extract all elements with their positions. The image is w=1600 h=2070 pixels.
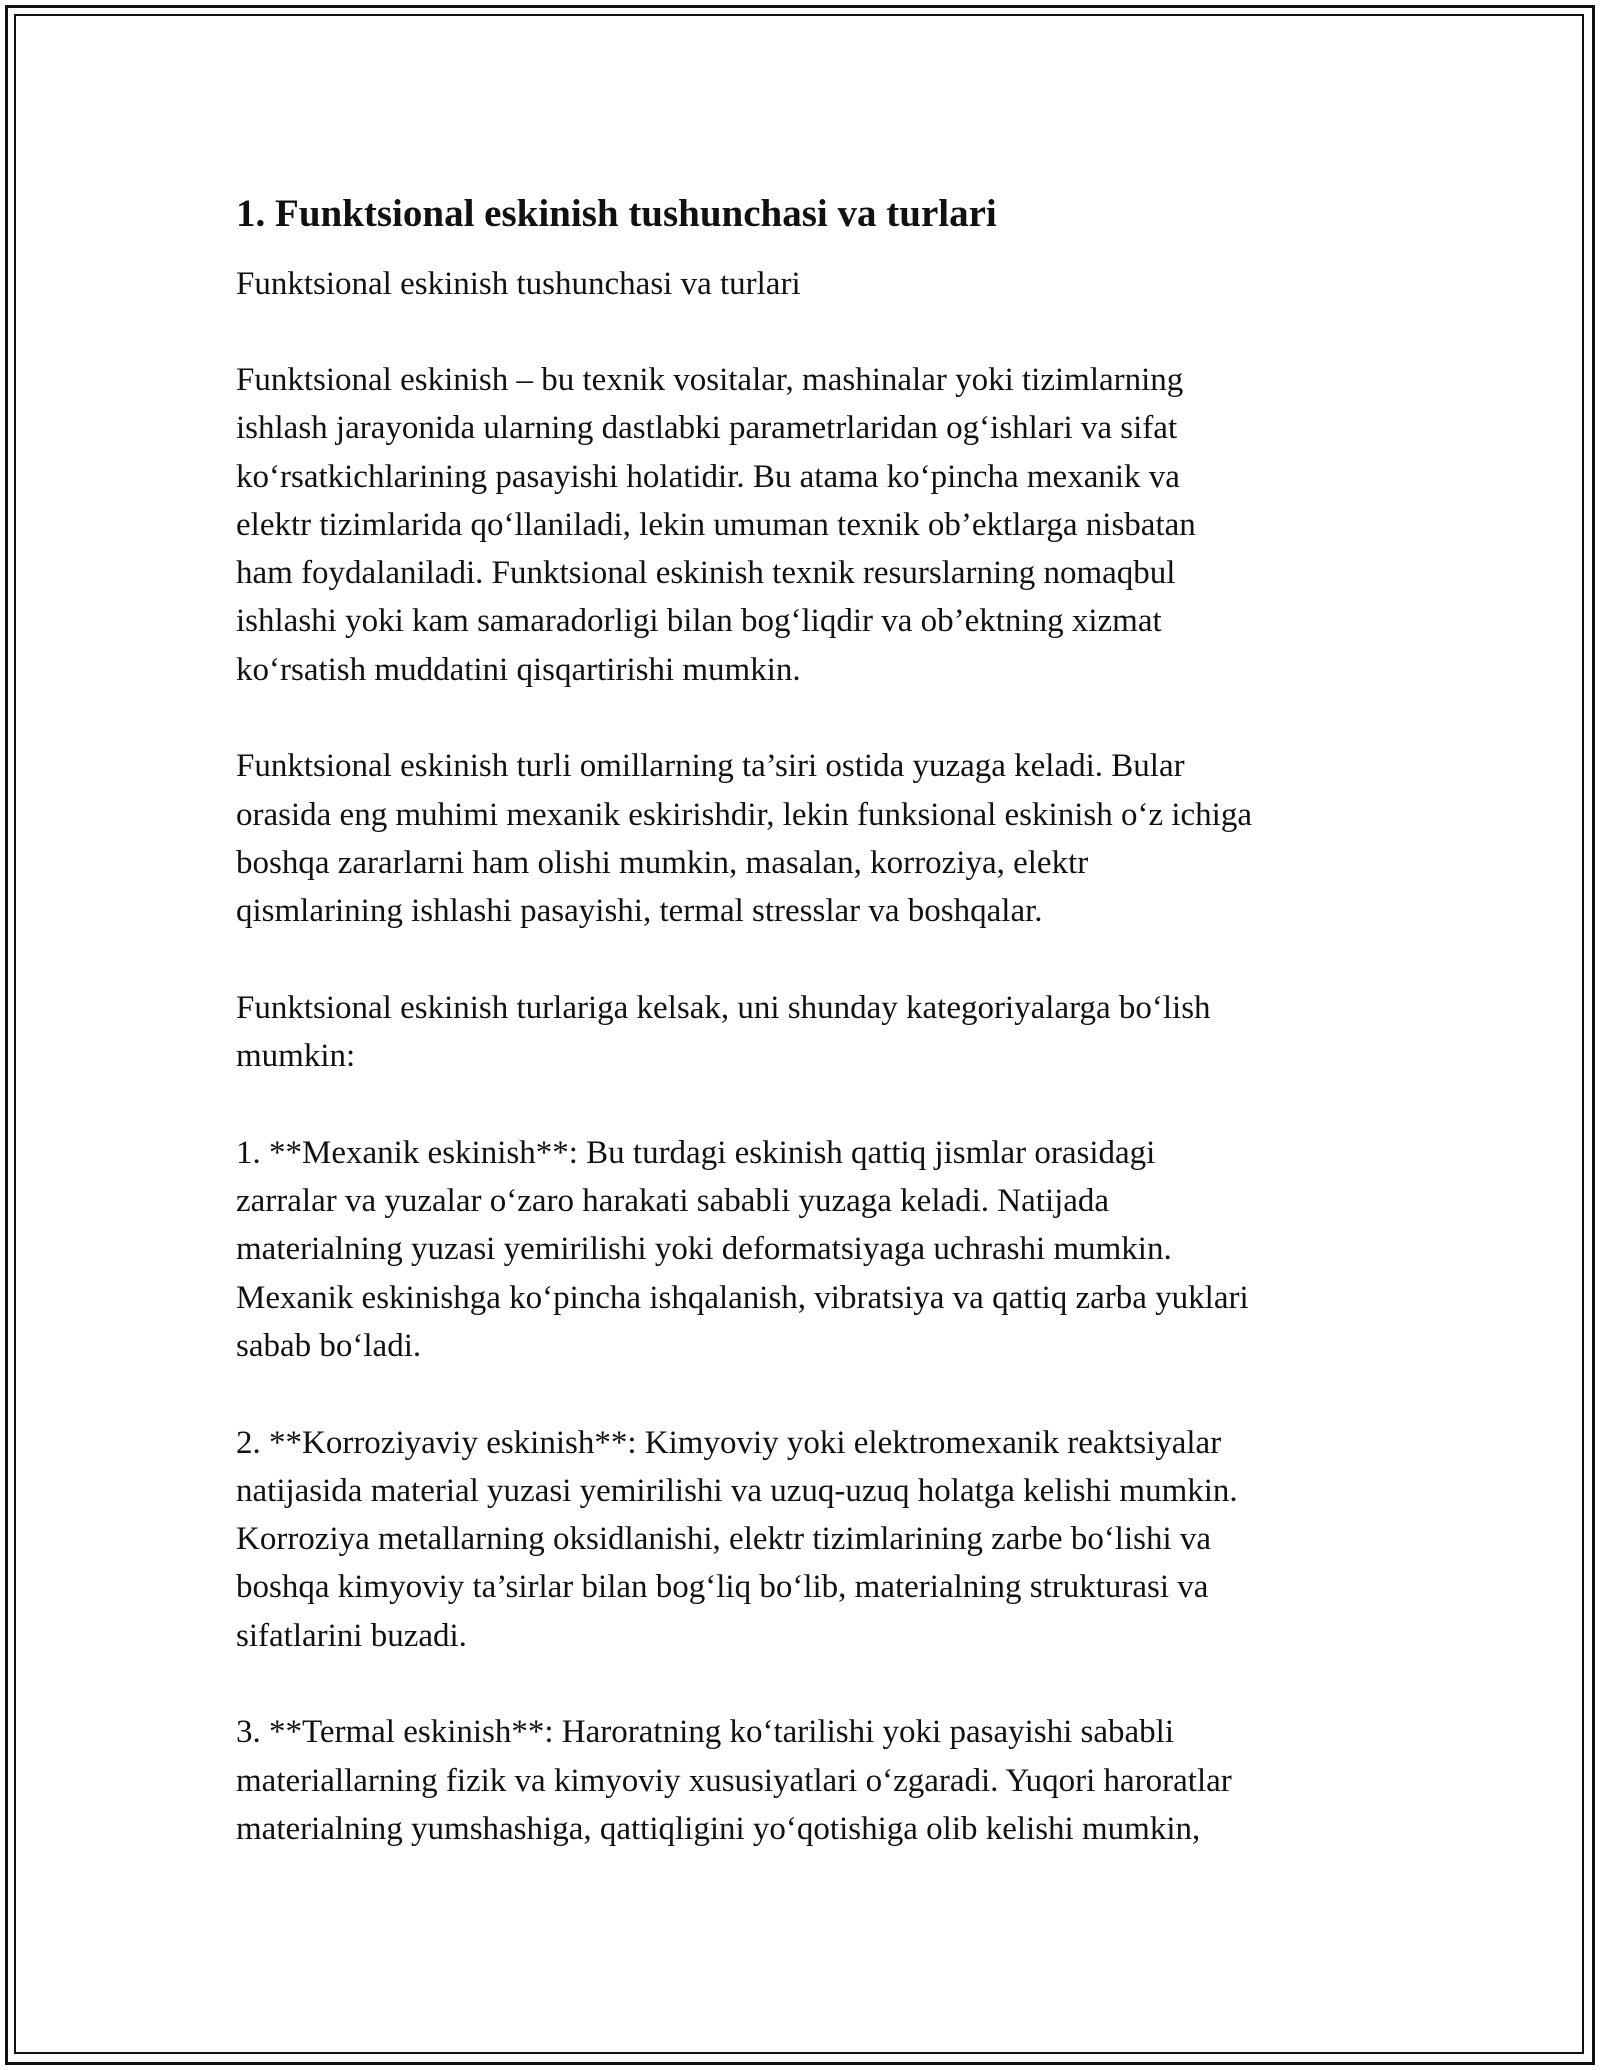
text-line: materiallarning fizik va kimyoviy xususiyatlari o‘zgaradi. Yuqori haroratlar (236, 1762, 1232, 1799)
text-line: sabab bo‘ladi. (236, 1327, 422, 1364)
text-line: mumkin: (236, 1038, 356, 1075)
text-line: orasida eng muhimi mexanik eskirishdir, lekin funksional eskinish o‘z ichiga (236, 796, 1252, 833)
section-subtitle: Funktsional eskinish tushunchasi va turlari (236, 266, 801, 302)
text-line: elektr tizimlarida qo‘llaniladi, lekin umuman texnik ob’ektlarga nisbatan (236, 506, 1196, 543)
text-line: ko‘rsatkichlarining pasayishi holatidir. Bu atama ko‘pincha mexanik va (236, 458, 1180, 495)
text-line: Korroziya metallarning oksidlanishi, elektr tizimlarining zarbe bo‘lishi va (236, 1521, 1212, 1558)
document-body (236, 186, 1376, 1902)
text-line: zarralar va yuzalar o‘zaro harakati sababli yuzaga keladi. Natijada (236, 1183, 1110, 1220)
text-line: Funktsional eskinish turli omillarning ta’siri ostida yuzaga keladi. Bular (236, 748, 1185, 785)
text-line: sifatlarini buzadi. (236, 1617, 467, 1654)
text-line: materialning yumshashiga, qattiqligini yo‘qotishiga olib kelishi mumkin, (236, 1810, 1201, 1847)
text-line: qismlarining ishlashi pasayishi, termal stresslar va boshqalar. (236, 893, 1043, 930)
text-line: ishlash jarayonida ularning dastlabki parametrlaridan og‘ishlari va sifat (236, 410, 1178, 447)
paragraph-types-intro (236, 984, 1376, 1081)
text-line: Funktsional eskinish – bu texnik vositalar, mashinalar yoki tizimlarning (236, 362, 1184, 398)
text-line: ham foydalaniladi. Funktsional eskinish texnik resurslarning nomaqbul (236, 555, 1176, 592)
text-line: 3. **Termal eskinish**: Haroratning ko‘tarilishi yoki pasayishi sababli (236, 1714, 1175, 1751)
text-line: materialning yuzasi yemirilishi yoki deformatsiyaga uchrashi mumkin. (236, 1231, 1172, 1268)
text-line: Funktsional eskinish turlariga kelsak, uni shunday kategoriyalarga bo‘lish (236, 989, 1211, 1026)
list-item-thermal (236, 1708, 1376, 1853)
list-item-corrosion (236, 1419, 1376, 1660)
paragraph-causes (236, 742, 1376, 935)
section-heading: 1. Funktsional eskinish tushunchasi va turlari (236, 192, 997, 235)
text-line: ishlashi yoki kam samaradorligi bilan bog‘liqdir va ob’ektning xizmat (236, 603, 1162, 640)
text-line: 2. **Korroziyaviy eskinish**: Kimyoviy yoki elektromexanik reaktsiyalar (236, 1424, 1222, 1461)
text-line: 1. **Mexanik eskinish**: Bu turdagi eskinish qattiq jismlar orasidagi (236, 1134, 1156, 1171)
list-item-mechanical (236, 1129, 1376, 1370)
text-line: natijasida material yuzasi yemirilishi va uzuq-uzuq holatga kelishi mumkin. (236, 1472, 1238, 1509)
text-line: ko‘rsatish muddatini qisqartirishi mumkin. (236, 651, 801, 688)
text-line: Mexanik eskinishga ko‘pincha ishqalanish, vibratsiya va qattiq zarba yuklari (236, 1279, 1249, 1316)
text-line: boshqa zararlarni ham olishi mumkin, masalan, korroziya, elektr (236, 844, 1089, 881)
paragraph-definition (236, 356, 1376, 694)
text-line: boshqa kimyoviy ta’sirlar bilan bog‘liq bo‘lib, materialning strukturasi va (236, 1569, 1209, 1606)
